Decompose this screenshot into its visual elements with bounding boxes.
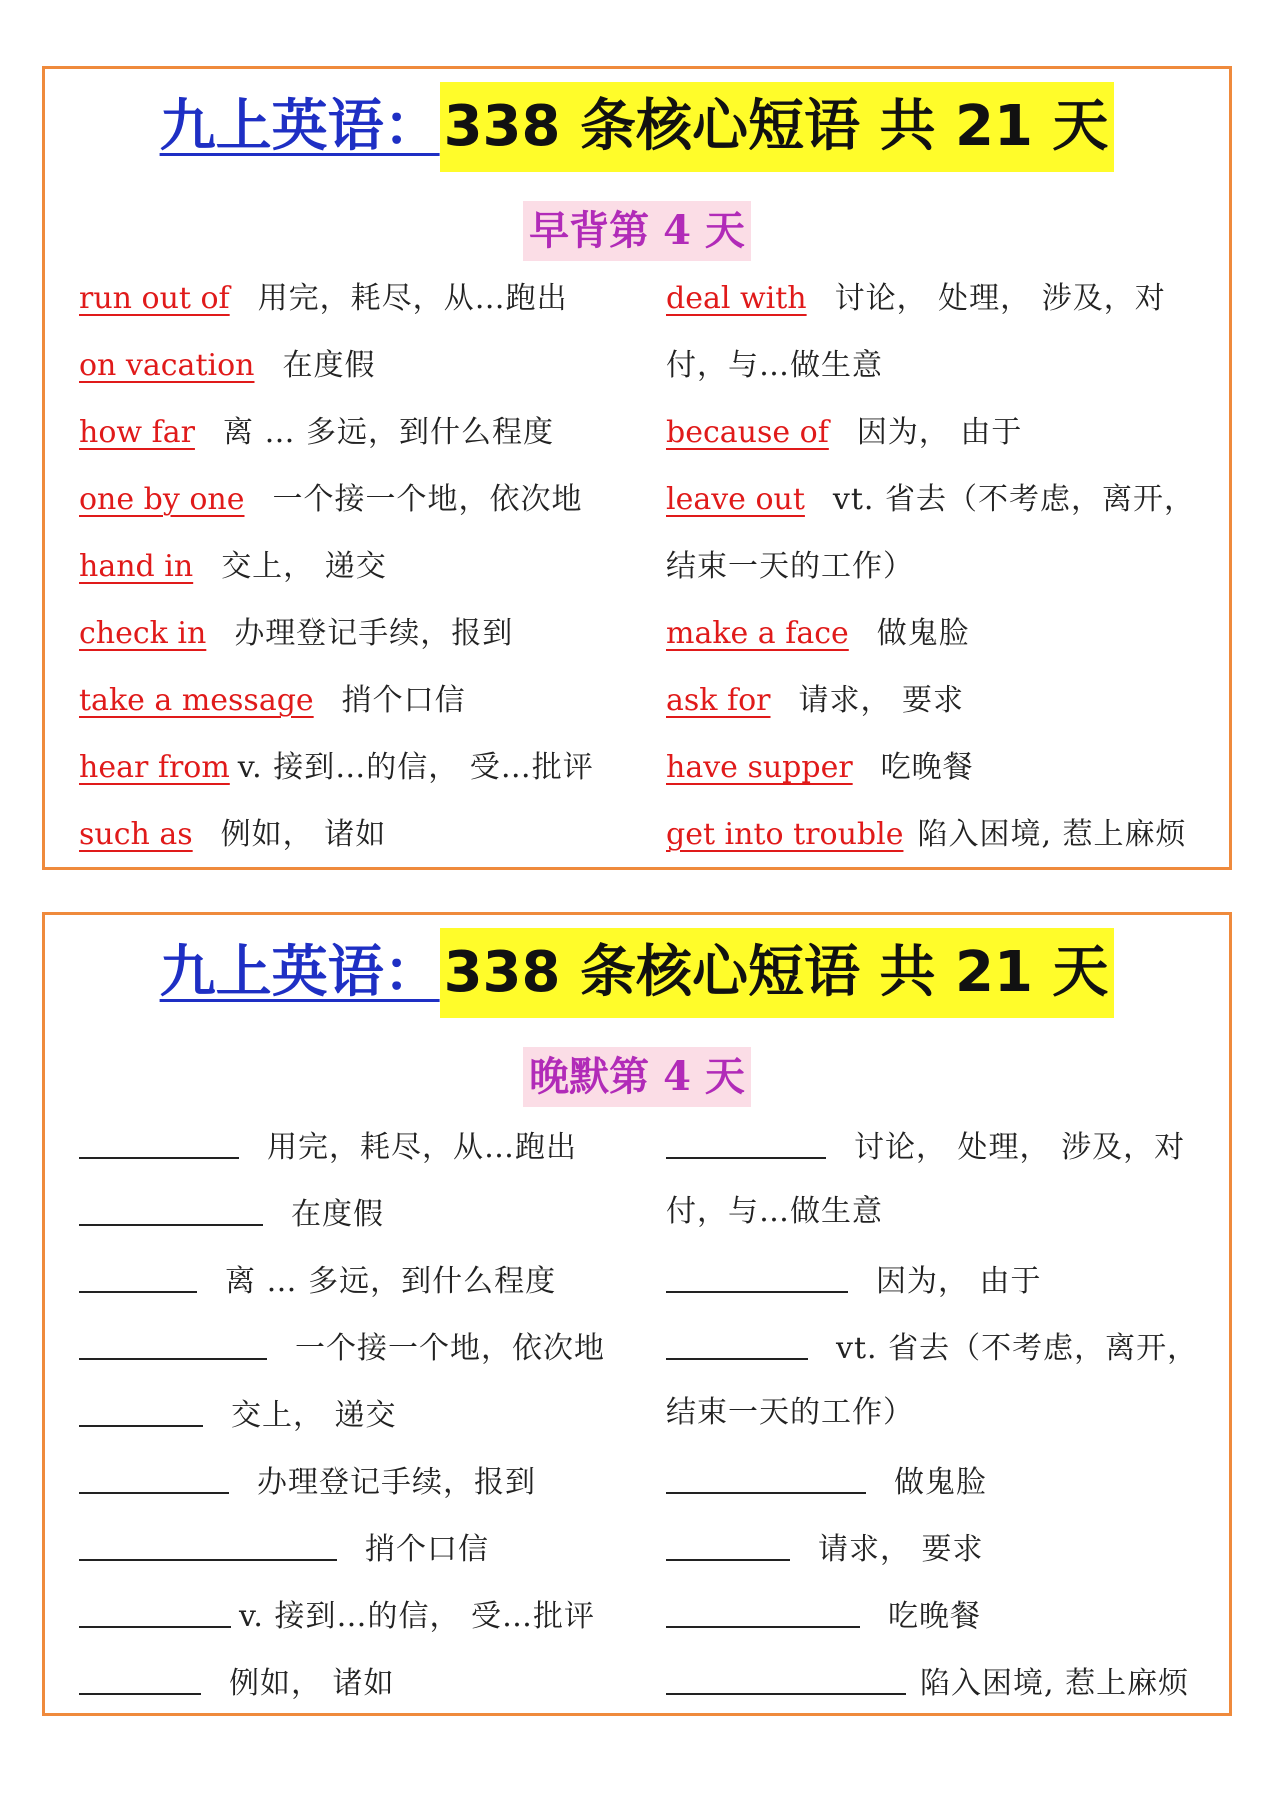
blank-row <box>45 1446 1229 1513</box>
blank-row <box>45 1178 1229 1245</box>
meaning: v. 接到…的信， 受…批评 <box>237 750 594 785</box>
blank-row <box>45 1312 1229 1379</box>
evening-subtitle-text: 晚默第 4 天 <box>523 1047 751 1107</box>
title-main: 338 条核心短语 共 21 天 <box>440 928 1115 1018</box>
phrase: check in <box>79 616 207 651</box>
meaning: 离 … 多远，到什么程度 <box>225 1264 557 1299</box>
morning-phrase-list <box>45 265 1229 868</box>
answer-blank[interactable] <box>666 1647 906 1695</box>
meaning: 因为， 由于 <box>856 415 1023 450</box>
phrase-row <box>45 466 1229 533</box>
phrase: how far <box>79 415 195 450</box>
phrase-row <box>45 734 1229 801</box>
meaning: 讨论， 处理， 涉及，对 <box>854 1130 1186 1165</box>
phrase-row <box>45 332 1229 399</box>
meaning: 陷入困境, 惹上麻烦 <box>917 817 1187 852</box>
phrase: deal with <box>666 281 807 316</box>
meaning: 捎个口信 <box>341 683 466 718</box>
meaning: 在度假 <box>282 348 376 383</box>
phrase: hear from <box>79 750 230 785</box>
meaning: 用完，耗尽，从…跑出 <box>267 1130 577 1165</box>
evening-card <box>42 912 1232 1716</box>
phrase: one by one <box>79 482 245 517</box>
meaning: 付，与…做生意 <box>666 1194 883 1229</box>
evening-title <box>45 927 1229 1018</box>
answer-blank[interactable] <box>666 1245 848 1293</box>
meaning: 吃晚餐 <box>888 1599 981 1634</box>
meaning: 办理登记手续，报到 <box>234 616 514 651</box>
meaning: 用完，耗尽，从…跑出 <box>257 281 568 316</box>
meaning: 付，与…做生意 <box>666 348 883 383</box>
meaning: 离 … 多远，到什么程度 <box>222 415 555 450</box>
answer-blank[interactable] <box>79 1312 267 1360</box>
meaning: 捎个口信 <box>365 1532 489 1567</box>
meaning: vt. 省去（不考虑，离开， <box>832 482 1195 517</box>
blank-row <box>45 1111 1229 1178</box>
meaning: 结束一天的工作） <box>666 1395 914 1430</box>
phrase: have supper <box>666 750 853 785</box>
meaning: 交上， 递交 <box>231 1398 397 1433</box>
title-prefix: 九上英语： <box>159 939 440 1005</box>
phrase: hand in <box>79 549 194 584</box>
meaning: 陷入困境, 惹上麻烦 <box>920 1666 1190 1701</box>
answer-blank[interactable] <box>79 1178 263 1226</box>
answer-blank[interactable] <box>666 1446 866 1494</box>
phrase-row <box>45 399 1229 466</box>
answer-blank[interactable] <box>666 1513 790 1561</box>
morning-title <box>45 81 1229 172</box>
morning-subtitle-text: 早背第 4 天 <box>523 201 751 261</box>
phrase: such as <box>79 817 193 852</box>
meaning: 请求， 要求 <box>798 683 965 718</box>
meaning: 例如， 诸如 <box>220 817 387 852</box>
answer-blank[interactable] <box>666 1111 826 1159</box>
phrase: get into trouble <box>666 817 904 852</box>
meaning: 结束一天的工作） <box>666 549 914 584</box>
phrase-row <box>45 600 1229 667</box>
phrase: leave out <box>666 482 805 517</box>
phrase: because of <box>666 415 829 450</box>
answer-blank[interactable] <box>79 1245 197 1293</box>
answer-blank[interactable] <box>666 1580 860 1628</box>
answer-blank[interactable] <box>666 1312 808 1360</box>
answer-blank[interactable] <box>79 1647 201 1695</box>
meaning: 一个接一个地，依次地 <box>272 482 583 517</box>
answer-blank[interactable] <box>79 1446 229 1494</box>
meaning: 做鬼脸 <box>876 616 970 651</box>
meaning: 交上， 递交 <box>221 549 387 584</box>
phrase-row <box>45 533 1229 600</box>
morning-card <box>42 66 1232 870</box>
meaning: 因为， 由于 <box>876 1264 1042 1299</box>
meaning: 请求， 要求 <box>818 1532 984 1567</box>
meaning: 讨论， 处理， 涉及，对 <box>834 281 1166 316</box>
meaning: 一个接一个地，依次地 <box>295 1331 605 1366</box>
blank-row <box>45 1580 1229 1647</box>
meaning: 吃晚餐 <box>880 750 974 785</box>
title-prefix: 九上英语： <box>159 93 440 159</box>
blank-row <box>45 1379 1229 1446</box>
phrase: run out of <box>79 281 230 316</box>
meaning: 在度假 <box>291 1197 384 1232</box>
blank-row <box>45 1647 1229 1714</box>
answer-blank[interactable] <box>79 1111 239 1159</box>
meaning: v. 接到…的信， 受…批评 <box>239 1599 595 1634</box>
answer-blank[interactable] <box>79 1379 203 1427</box>
phrase: make a face <box>666 616 849 651</box>
blank-row <box>45 1513 1229 1580</box>
answer-blank[interactable] <box>79 1513 337 1561</box>
phrase: ask for <box>666 683 771 718</box>
meaning: 做鬼脸 <box>894 1465 987 1500</box>
meaning: 办理登记手续，报到 <box>257 1465 536 1500</box>
phrase-row <box>45 801 1229 868</box>
blank-row <box>45 1245 1229 1312</box>
morning-subtitle <box>45 201 1229 261</box>
phrase-row <box>45 265 1229 332</box>
meaning: 例如， 诸如 <box>229 1666 395 1701</box>
phrase: on vacation <box>79 348 255 383</box>
evening-subtitle <box>45 1047 1229 1107</box>
answer-blank[interactable] <box>79 1580 231 1628</box>
meaning: vt. 省去（不考虑，离开， <box>836 1331 1199 1366</box>
phrase: take a message <box>79 683 314 718</box>
phrase-row <box>45 667 1229 734</box>
title-main: 338 条核心短语 共 21 天 <box>440 82 1115 172</box>
evening-blank-list <box>45 1111 1229 1714</box>
